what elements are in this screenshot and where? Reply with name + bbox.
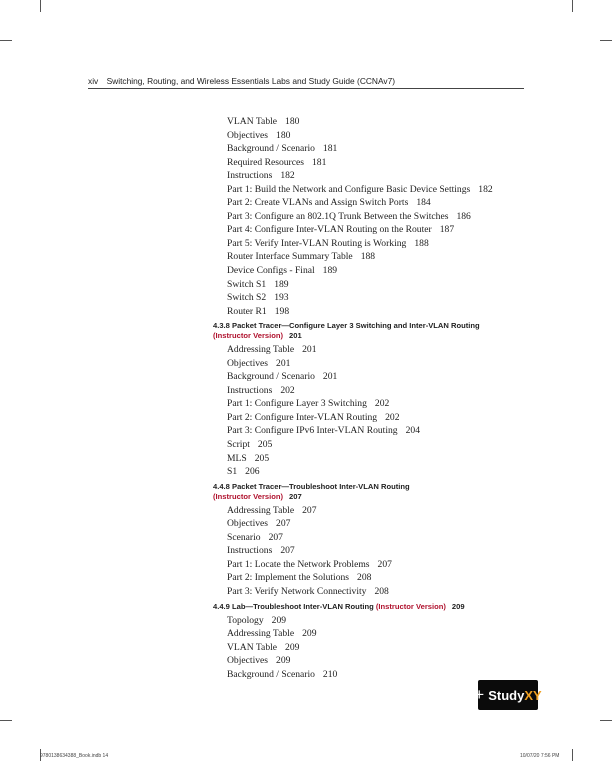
- toc-entry: [213, 210, 533, 224]
- crop-mark: [40, 0, 41, 12]
- toc-entry-page: 188: [414, 237, 429, 249]
- toc-entry: [213, 531, 533, 545]
- toc-entry-label: Objectives: [227, 655, 269, 667]
- toc-entry-page: 207: [377, 558, 392, 570]
- toc-entry-label: Scenario: [227, 531, 261, 543]
- toc-entry: [213, 250, 533, 264]
- toc-entry: [213, 614, 533, 628]
- toc-entry: [213, 544, 533, 558]
- toc-section-heading: [213, 482, 533, 502]
- crop-mark: [0, 40, 12, 41]
- toc-entry: [213, 343, 533, 357]
- toc-entry-page: 208: [357, 572, 372, 584]
- toc-entry-page: 201: [276, 357, 291, 369]
- toc-entry-page: 205: [257, 439, 273, 451]
- toc-entry: [213, 585, 533, 599]
- toc-entry: [213, 264, 533, 278]
- toc-entry-label: Part 3: Verify Network Connectivity: [227, 585, 367, 597]
- toc-entry-label: S1: [227, 466, 238, 478]
- logo-study-text: Study: [488, 687, 525, 703]
- toc-entry-page: 209: [271, 614, 287, 626]
- toc-entry-label: Objectives: [227, 129, 269, 141]
- crop-mark: [572, 0, 573, 12]
- toc-entry-label: MLS: [227, 452, 247, 464]
- toc-entry-label: Script: [227, 439, 250, 451]
- toc-entry-page: 207: [276, 518, 291, 530]
- toc-entry: [213, 654, 533, 668]
- toc-entry-page: 208: [374, 585, 389, 597]
- toc-entry-label: Part 2: Create VLANs and Assign Switch Ports: [227, 197, 409, 209]
- toc-entry: [213, 438, 533, 452]
- toc-entry-page: 180: [285, 116, 300, 127]
- toc-entry-label: VLAN Table: [227, 641, 278, 653]
- toc-heading-title: 4.4.9 Lab—Troubleshoot Inter-VLAN Routing: [213, 601, 374, 611]
- toc-entry-page: 209: [302, 628, 317, 640]
- toc-entry-page: 207: [302, 504, 317, 516]
- toc-entry-label: Background / Scenario: [227, 371, 315, 383]
- toc-entry-label: Instructions: [227, 170, 273, 182]
- toc-entry-page: 193: [274, 292, 289, 304]
- toc-heading-title: 4.3.8 Packet Tracer—Configure Layer 3 Switching and Inter-VLAN Routing: [213, 321, 480, 331]
- crop-mark: [572, 749, 573, 761]
- toc-entry-page: 207: [268, 531, 283, 543]
- toc-heading-page: 207: [289, 491, 302, 501]
- toc-entry-label: Objectives: [227, 518, 269, 530]
- toc-entry: [213, 115, 533, 129]
- toc-entry-label: Part 2: Implement the Solutions: [227, 572, 350, 584]
- toc-entry: [213, 627, 533, 641]
- toc-heading-page: 209: [451, 601, 465, 611]
- toc-heading-page: 201: [289, 331, 302, 341]
- toc-heading-instructor-tag: (Instructor Version): [213, 331, 284, 341]
- crop-mark: [600, 40, 612, 41]
- toc-entry-page: 189: [274, 278, 289, 290]
- toc-entry-page: 210: [322, 668, 338, 680]
- toc-entry-label: Part 4: Configure Inter-VLAN Routing on the Router: [227, 224, 432, 236]
- crop-mark: [600, 720, 612, 721]
- toc-entry-page: 198: [274, 305, 290, 317]
- toc-entry-page: 204: [405, 425, 420, 437]
- toc-entry-page: 202: [280, 384, 295, 396]
- header-rule: [88, 88, 524, 89]
- toc-entry-label: Switch S2: [227, 292, 267, 304]
- toc-entry-page: 202: [385, 411, 400, 423]
- toc-entry-page: 205: [254, 452, 270, 464]
- toc-entry: [213, 517, 533, 531]
- toc-entry-page: 184: [416, 197, 431, 209]
- toc-entry: [213, 504, 533, 518]
- toc-entry-label: Addressing Table: [227, 504, 295, 516]
- toc-entry: [213, 384, 533, 398]
- logo-xy-text: XY: [524, 687, 542, 703]
- toc-entry-label: Addressing Table: [227, 344, 295, 356]
- page-folio: xiv: [88, 76, 99, 86]
- plus-icon: +: [474, 685, 485, 704]
- toc-entry: [213, 142, 533, 156]
- toc-entry-label: Router R1: [227, 305, 267, 317]
- toc-entry-label: Part 2: Configure Inter-VLAN Routing: [227, 411, 378, 423]
- table-of-contents: [213, 115, 533, 681]
- toc-entry-label: Part 3: Configure IPv6 Inter-VLAN Routing: [227, 425, 398, 437]
- toc-entry-label: Background / Scenario: [227, 668, 315, 680]
- toc-entry-page: 182: [280, 170, 295, 182]
- toc-entry-label: Device Configs - Final: [227, 265, 315, 277]
- toc-heading-instructor-tag: (Instructor Version): [213, 491, 284, 501]
- toc-entry: [213, 397, 533, 411]
- toc-entry: [213, 357, 533, 371]
- toc-entry-label: Part 5: Verify Inter-VLAN Routing is Working: [227, 237, 407, 249]
- toc-entry-label: Part 1: Build the Network and Configure Basic Device Settings: [227, 183, 471, 195]
- toc-section-heading: [213, 321, 533, 341]
- crop-mark: [0, 720, 12, 721]
- toc-entry-page: 206: [245, 466, 260, 478]
- toc-entry-page: 181: [322, 143, 338, 155]
- toc-entry-page: 181: [312, 156, 327, 168]
- toc-entry-label: Background / Scenario: [227, 143, 315, 155]
- toc-entry: [213, 183, 533, 197]
- toc-entry-page: 207: [280, 545, 295, 557]
- toc-entry-page: 201: [322, 371, 338, 383]
- toc-entry-label: Part 1: Locate the Network Problems: [227, 558, 370, 570]
- toc-entry-page: 202: [374, 398, 390, 410]
- toc-entry-page: 180: [276, 129, 291, 141]
- toc-entry: [213, 129, 533, 143]
- toc-entry-label: Instructions: [227, 545, 273, 557]
- toc-section-heading: [213, 602, 533, 612]
- toc-entry-page: 188: [360, 251, 376, 263]
- toc-entry-page: 187: [439, 224, 455, 236]
- toc-entry: [213, 223, 533, 237]
- running-header: [88, 76, 395, 86]
- toc-entry-label: Part 3: Configure an 802.1Q Trunk Between the Switches: [227, 210, 449, 222]
- toc-entry-label: Required Resources: [227, 156, 304, 168]
- toc-entry-label: VLAN Table: [227, 116, 278, 127]
- print-slug-right: 10/07/20 7:56 PM: [520, 753, 560, 759]
- book-title: Switching, Routing, and Wireless Essentials Labs and Study Guide (CCNAv7): [106, 76, 396, 86]
- toc-entry: [213, 370, 533, 384]
- toc-entry-label: Switch S1: [227, 278, 267, 290]
- toc-entry: [213, 237, 533, 251]
- toc-entry: [213, 411, 533, 425]
- toc-entry: [213, 291, 533, 305]
- toc-entry-label: Topology: [227, 614, 264, 626]
- toc-heading-instructor-tag: (Instructor Version): [375, 601, 446, 611]
- toc-entry: [213, 452, 533, 466]
- toc-entry: [213, 305, 533, 319]
- toc-entry-page: 201: [302, 344, 317, 356]
- studyxy-logo: [474, 680, 542, 710]
- toc-entry-label: Instructions: [227, 384, 273, 396]
- toc-entry: [213, 641, 533, 655]
- toc-entry: [213, 278, 533, 292]
- toc-entry: [213, 424, 533, 438]
- toc-entry-page: 186: [456, 210, 471, 222]
- toc-entry-label: Addressing Table: [227, 628, 295, 640]
- toc-entry: [213, 156, 533, 170]
- toc-entry: [213, 571, 533, 585]
- toc-entry: [213, 169, 533, 183]
- toc-entry-page: 182: [478, 183, 493, 195]
- print-slug-left: 9780138634388_Book.indb 14: [40, 753, 109, 759]
- toc-entry: [213, 558, 533, 572]
- toc-entry: [213, 465, 533, 479]
- toc-entry-label: Router Interface Summary Table: [227, 251, 353, 263]
- toc-heading-title: 4.4.8 Packet Tracer—Troubleshoot Inter-VLAN Routing: [213, 481, 410, 491]
- toc-entry: [213, 196, 533, 210]
- toc-entry-page: 189: [322, 265, 338, 277]
- toc-entry-label: Objectives: [227, 357, 269, 369]
- toc-entry-page: 209: [285, 641, 300, 653]
- toc-entry-page: 209: [276, 655, 291, 667]
- toc-entry-label: Part 1: Configure Layer 3 Switching: [227, 398, 367, 410]
